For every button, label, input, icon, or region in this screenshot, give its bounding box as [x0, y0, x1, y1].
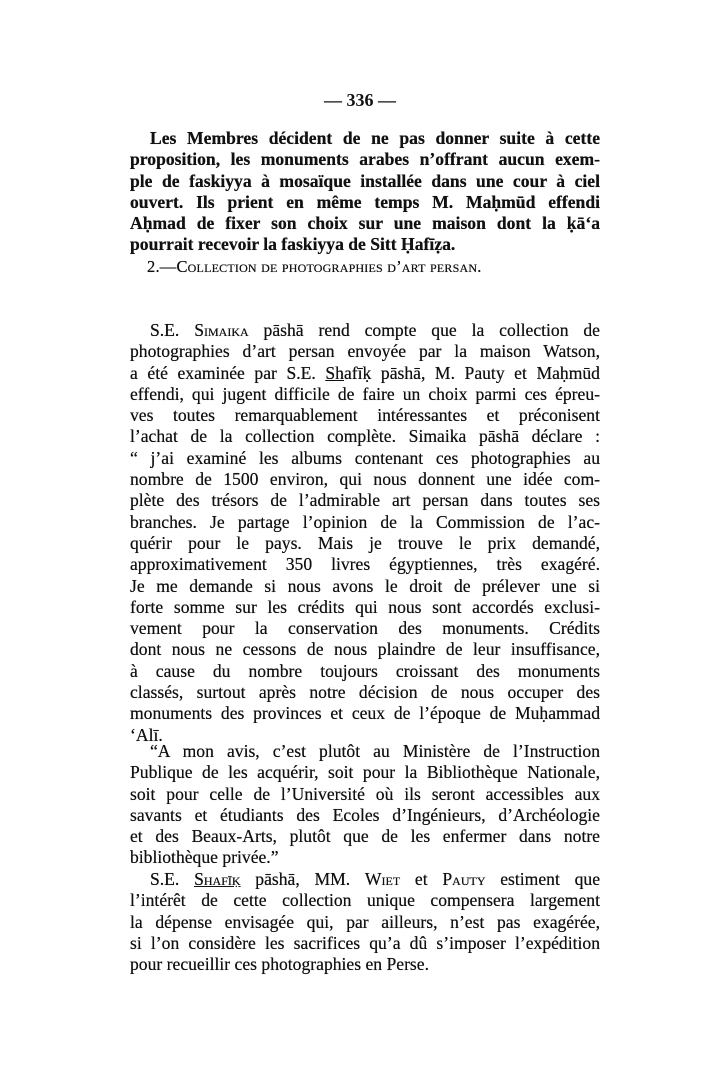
text-segment: afīḳ pāshā, M. Pauty et Maḥmūd — [343, 362, 600, 383]
section-heading: 2.—Collection de photographies d’art persan. — [147, 257, 482, 276]
text-line — [130, 234, 600, 255]
text-segment: pāshā rend compte que la collection de — [248, 320, 600, 340]
text-line — [130, 576, 600, 597]
text-segment: approximativement 350 livres égyptiennes, très exagéré. — [130, 554, 600, 575]
text-segment: si l’on considère les sacrifices qu’a dû s’imposer l’expédition — [130, 932, 600, 953]
text-segment: savants et étudiants des Ecoles d’Ingénieurs, d’Archéologie — [130, 804, 600, 825]
text-segment: S.E. — [150, 320, 195, 340]
text-segment: S.E. — [150, 869, 195, 889]
text-line — [130, 784, 600, 805]
text-segment: la dépense envisagée qui, par ailleurs, n’est pas exagérée, — [130, 911, 600, 932]
text-line — [130, 912, 600, 933]
person-name: Shafīḳ — [194, 869, 241, 889]
text-segment: “ j’ai examiné les albums contenant ces photographies au — [130, 447, 600, 468]
text-segment: estiment que — [485, 869, 601, 889]
text-segment: plète des trésors de l’admirable art persan dans toutes ses — [130, 490, 600, 511]
text-segment: nombre de 1500 environ, qui nous donnent une idée com- — [130, 469, 600, 490]
text-line — [130, 341, 600, 362]
text-line — [130, 512, 600, 533]
text-segment: Publique de les acquérir, soit pour la Bibliothèque Nationale, — [130, 762, 600, 783]
text-line — [130, 213, 600, 234]
text-segment: proposition, les monuments arabes n’offrant aucun exem- — [130, 149, 600, 170]
text-line — [130, 554, 600, 575]
text-line — [130, 618, 600, 639]
page-number: — 336 — — [324, 90, 396, 110]
text-line — [130, 192, 600, 213]
text-segment: pour recueillir ces photographies en Perse. — [130, 954, 429, 975]
text-segment: ouvert. Ils prient en même temps M. Maḥmūd effendi — [130, 191, 600, 212]
text-segment: forte somme sur les crédits qui nous sont accordés exclusi- — [130, 596, 600, 617]
text-segment: pāshā, MM. — [240, 869, 365, 889]
text-line — [130, 405, 600, 426]
text-line — [130, 171, 600, 192]
text-segment: “A mon avis, c’est plutôt au Ministère de l’Instruction — [150, 741, 600, 761]
text-line — [130, 149, 600, 170]
text-segment: et des Beaux-Arts, plutôt que de les enfermer dans notre — [130, 826, 600, 847]
text-segment: dont nous ne cessons de nous plaindre de leur insuffisance, — [130, 639, 600, 660]
text-line — [130, 639, 600, 660]
text-segment: l’achat de la collection complète. Simaika pāshā déclare : — [130, 426, 600, 447]
text-segment: à cause du nombre toujours croissant des monuments — [130, 660, 600, 681]
text-line — [130, 703, 600, 724]
text-segment: Aḥmad de fixer son choix sur une maison dont la ḳā‘a — [130, 213, 600, 234]
text-segment: monuments des provinces et ceux de l’époque de Muḥammad — [130, 703, 600, 724]
text-segment: effendi, qui jugent difficile de faire un choix parmi ces épreu- — [130, 383, 600, 404]
text-segment: ple de faskiyya à mosaïque installée dans une cour à ciel — [130, 170, 600, 191]
text-line — [130, 661, 600, 682]
text-line — [130, 869, 600, 890]
text-line — [130, 890, 600, 911]
paragraph-estimate — [130, 869, 600, 975]
text-segment: classés, surtout après notre décision de nous occuper des — [130, 682, 600, 703]
person-name: Pauty — [442, 869, 486, 889]
paragraph-simaika-report — [130, 320, 600, 746]
text-segment: ‘Alī. — [130, 724, 163, 745]
text-line — [130, 363, 600, 384]
text-segment: photographies d’art persan envoyée par la maison Watson, — [130, 341, 600, 362]
text-line — [130, 533, 600, 554]
text-line — [130, 469, 600, 490]
text-segment: pourrait recevoir la faskiyya de Sitt Ḥafīẓa. — [130, 234, 456, 255]
text-segment: et — [400, 869, 443, 889]
text-line — [130, 597, 600, 618]
text-segment: ves toutes remarquablement intéressantes et préconisent — [130, 405, 600, 426]
text-segment: Je me demande si nous avons le droit de prélever une si — [130, 575, 600, 596]
text-line — [130, 826, 600, 847]
person-name: Simaika — [194, 320, 249, 340]
text-line — [130, 954, 600, 975]
text-line — [130, 933, 600, 954]
text-line — [130, 384, 600, 405]
text-segment: l’intérêt de cette collection unique compensera largement — [130, 890, 600, 911]
text-line — [130, 682, 600, 703]
text-line — [130, 490, 600, 511]
text-segment: soit pour celle de l’Université où ils seront accessibles aux — [130, 783, 600, 804]
text-segment: Les Membres décident de ne pas donner suite à cette — [150, 128, 600, 148]
text-segment: quérir pour le pays. Mais je trouve le prix demandé, — [130, 532, 600, 553]
text-line — [130, 448, 600, 469]
text-segment: branches. Je partage l’opinion de la Commission de l’ac- — [130, 511, 600, 532]
text-line — [130, 128, 600, 149]
text-segment: bibliothèque privée.” — [130, 847, 279, 868]
text-segment: vement pour la conservation des monuments. Crédits — [130, 618, 600, 639]
text-line — [130, 762, 600, 783]
text-line — [130, 805, 600, 826]
paragraph-quote — [130, 741, 600, 869]
text-line — [130, 320, 600, 341]
person-name: Wiet — [364, 869, 401, 889]
text-segment: a été examinée par S.E. — [130, 362, 326, 383]
text-line — [130, 741, 600, 762]
text-segment: Sh — [325, 362, 344, 383]
text-line — [130, 426, 600, 447]
paragraph-decision — [130, 128, 600, 256]
text-line — [130, 847, 600, 868]
